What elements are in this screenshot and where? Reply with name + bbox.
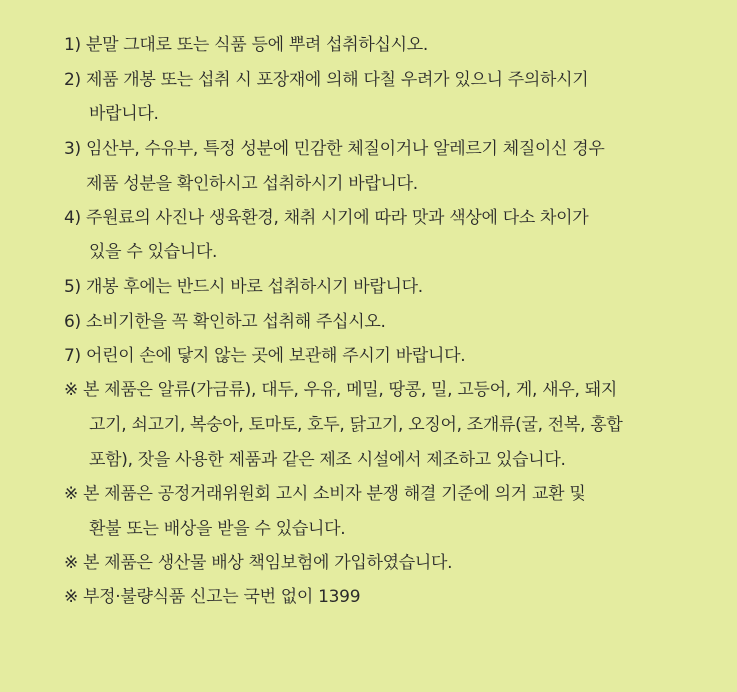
notice-line-4-cont: 있을 수 있습니다.	[89, 242, 218, 262]
notice-line-3-cont: 제품 성분을 확인하시고 섭취하시기 바랍니다.	[86, 174, 418, 194]
exchange-note-cont: 환불 또는 배상을 받을 수 있습니다.	[89, 519, 346, 539]
notice-line-2-cont: 바랍니다.	[89, 104, 159, 124]
notice-line-3: 3) 임산부, 수유부, 특정 성분에 민감한 체질이거나 알레르기 체질이신 경우	[64, 139, 605, 159]
insurance-note: ※ 본 제품은 생산물 배상 책임보험에 가입하였습니다.	[64, 553, 453, 573]
notice-line-6: 6) 소비기한을 꼭 확인하고 섭취해 주십시오.	[64, 312, 386, 332]
notice-line-2: 2) 제품 개봉 또는 섭취 시 포장재에 의해 다칠 우려가 있으니 주의하시기	[64, 70, 589, 90]
allergen-note: ※ 본 제품은 알류(가금류), 대두, 우유, 메밀, 땅콩, 밀, 고등어, 게, 새우, 돼지	[64, 380, 617, 400]
exchange-note: ※ 본 제품은 공정거래위원회 고시 소비자 분쟁 해결 기준에 의거 교환 및	[64, 484, 586, 504]
notice-line-7: 7) 어린이 손에 닿지 않는 곳에 보관해 주시기 바랍니다.	[64, 346, 466, 366]
notice-line-4: 4) 주원료의 사진나 생육환경, 채취 시기에 따라 맛과 색상에 다소 차이가	[64, 208, 589, 228]
notice-line-1: 1) 분말 그대로 또는 식품 등에 뿌려 섭취하십시오.	[64, 35, 428, 55]
notice-line-5: 5) 개봉 후에는 반드시 바로 섭취하시기 바랍니다.	[64, 277, 423, 297]
allergen-note-cont-1: 고기, 쇠고기, 복숭아, 토마토, 호두, 닭고기, 오징어, 조개류(굴, 전복, 홍합	[89, 415, 623, 435]
report-note: ※ 부정·불량식품 신고는 국번 없이 1399	[64, 587, 361, 607]
allergen-note-cont-2: 포함), 잣을 사용한 제품과 같은 제조 시설에서 제조하고 있습니다.	[89, 450, 566, 470]
